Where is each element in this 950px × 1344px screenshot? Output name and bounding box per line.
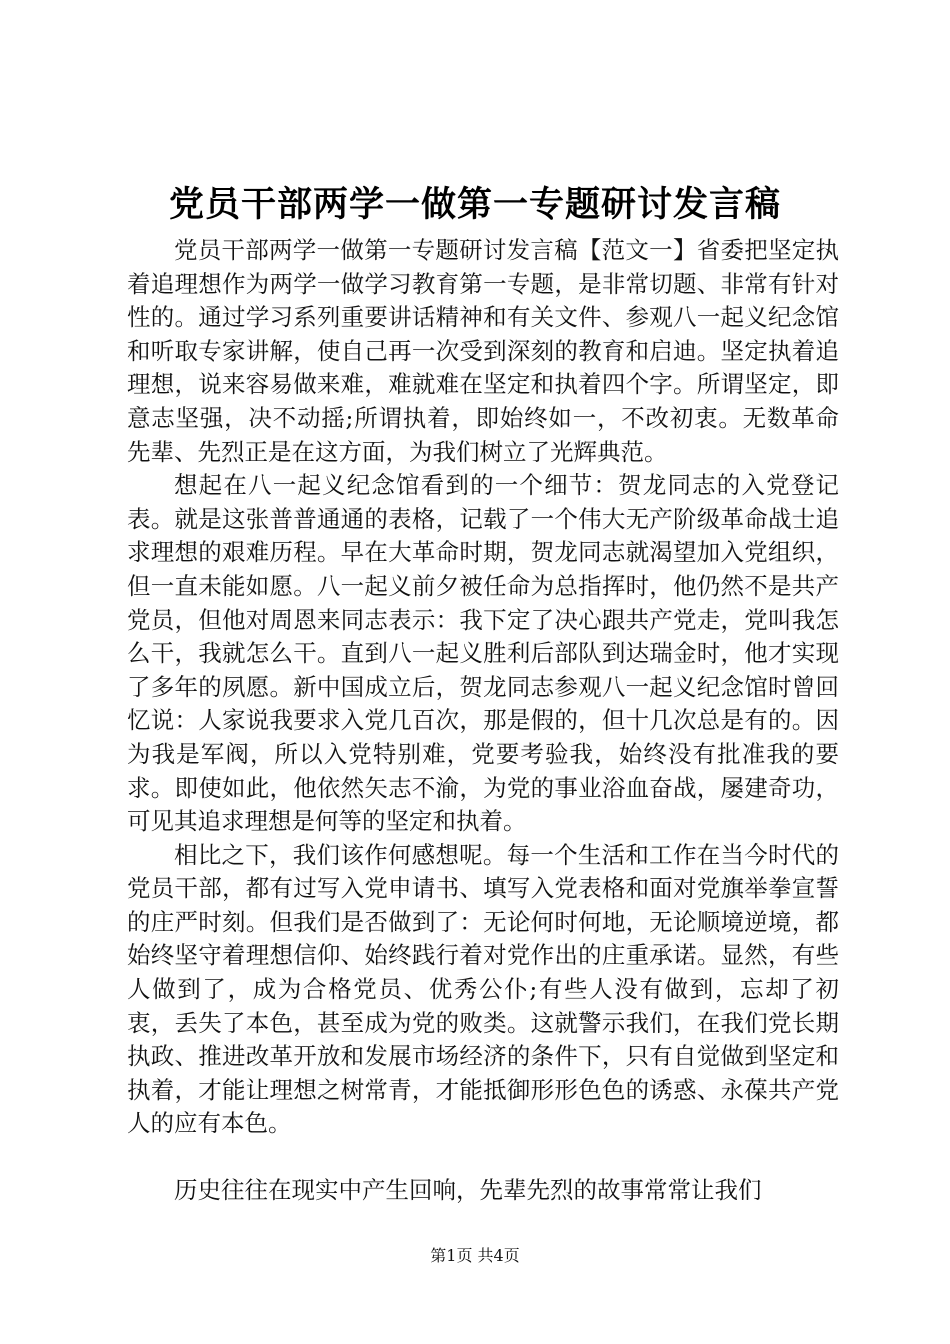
document-body — [127, 234, 839, 1208]
paragraph-3: 相比之下，我们该作何感想呢。每一个生活和工作在当今时代的党员干部，都有过写入党申请书、填写入党表格和面对党旗举拳宣誓的庄严时刻。但我们是否做到了：无论何时何地，无论顺境逆境，都始终坚守着理想信仰、始终践行着对党作出的庄重承诺。显然，有些人做到了，成为合格党员、优秀公仆;有些人没有做到，忘却了初衷，丢失了本色，甚至成为党的败类。这就警示我们，在我们党长期执政、推进改革开放和发展市场经济的条件下，只有自觉做到坚定和执着，才能让理想之树常青，才能抵御形形色色的诱惑、永葆共产党人的应有本色。 — [127, 840, 839, 1138]
document-title: 党员干部两学一做第一专题研讨发言稿 — [168, 185, 781, 225]
paragraph-2: 想起在八一起义纪念馆看到的一个细节：贺龙同志的入党登记表。就是这张普普通通的表格，记载了一个伟大无产阶级革命战士追求理想的艰难历程。早在大革命时期，贺龙同志就渴望加入党组织，但一直未能如愿。八一起义前夕被任命为总指挥时，他仍然不是共产党员，但他对周恩来同志表示：我下定了决心跟共产党走，党叫我怎么干，我就怎么干。直到八一起义胜利后部队到达瑞金时，他才实现了多年的夙愿。新中国成立后，贺龙同志参观八一起义纪念馆时曾回忆说：人家说我要求入党几百次，那是假的，但十几次总是有的。因为我是军阀，所以入党特别难，党要考验我，始终没有批准我的要求。即使如此，他依然矢志不渝，为党的事业浴血奋战，屡建奇功，可见其追求理想是何等的坚定和执着。 — [127, 471, 839, 836]
page-number-footer: 第1页 共4页 — [430, 1246, 520, 1265]
paragraph-4: 历史往往在现实中产生回响，先辈先烈的故事常常让我们 — [174, 1176, 762, 1205]
paragraph-1: 党员干部两学一做第一专题研讨发言稿【范文一】省委把坚定执着追理想作为两学一做学习教育第一专题，是非常切题、非常有针对性的。通过学习系列重要讲话精神和有关文件、参观八一起义纪念馆和听取专家讲解，使自己再一次受到深刻的教育和启迪。坚定执着追理想，说来容易做来难，难就难在坚定和执着四个字。所谓坚定，即意志坚强，决不动摇;所谓执着，即始终如一，不改初衷。无数革命先辈、先烈正是在这方面，为我们树立了光辉典范。 — [127, 236, 839, 466]
